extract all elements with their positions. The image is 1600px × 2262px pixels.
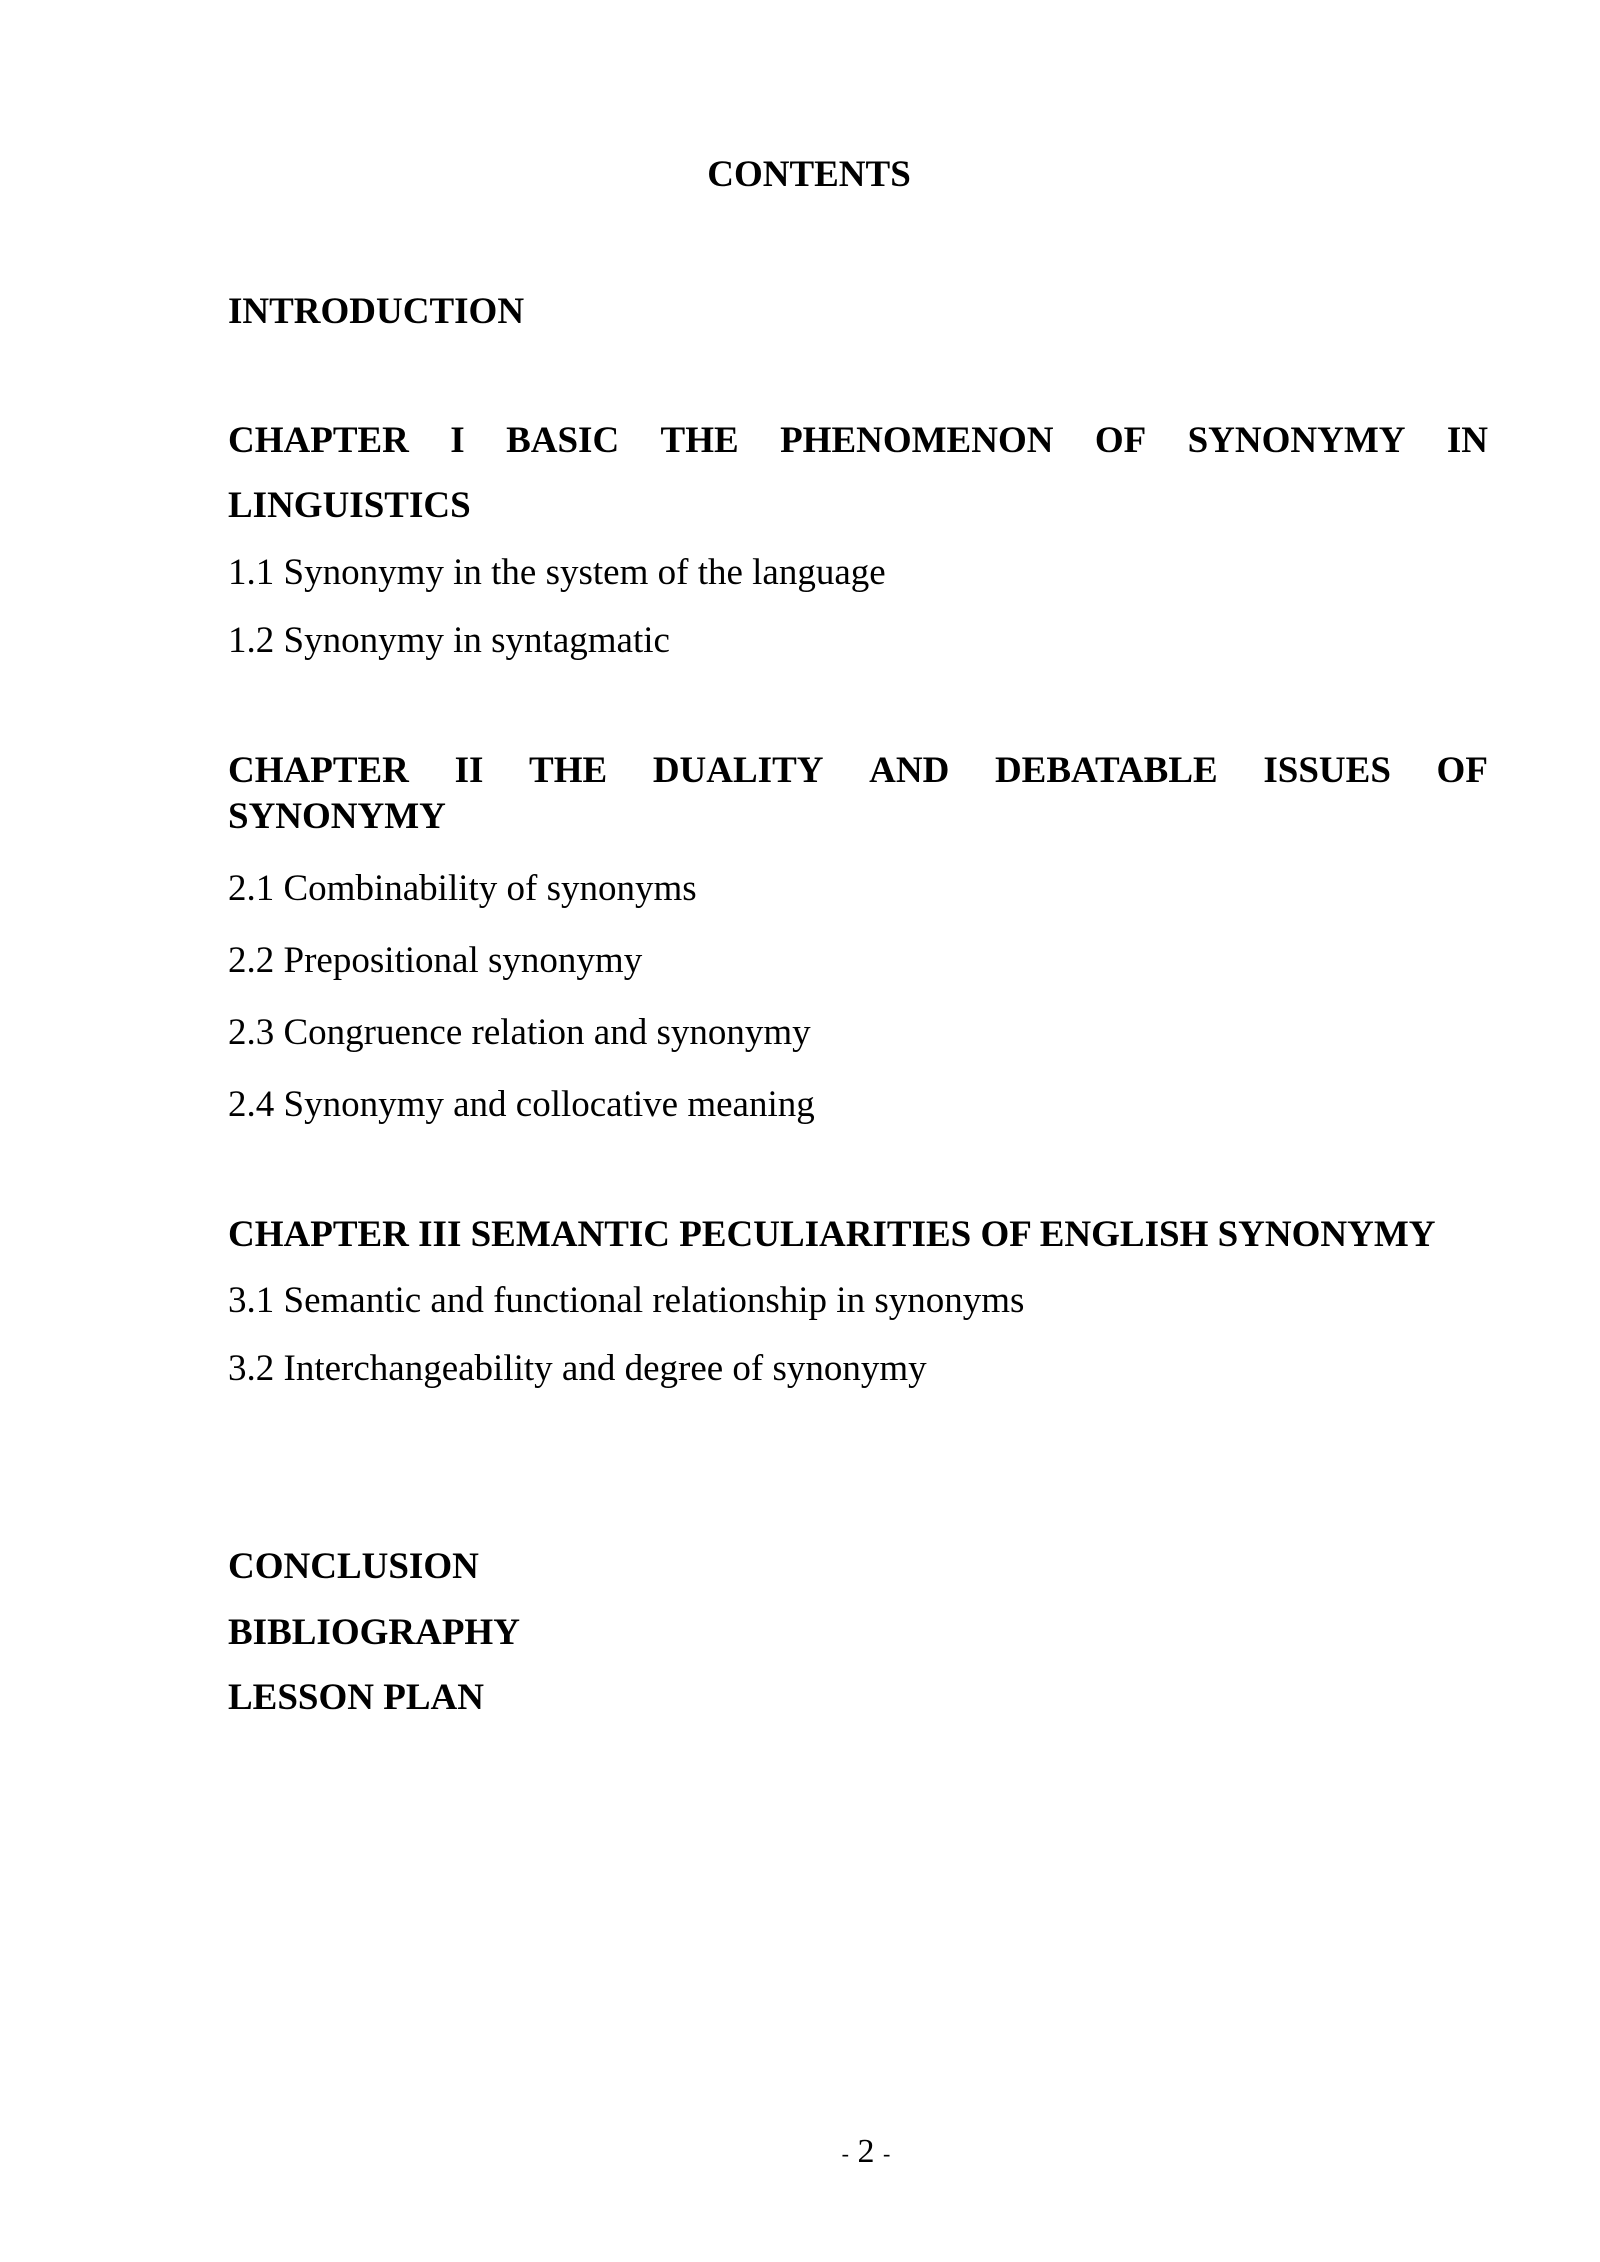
chapter-1-heading-tail: LINGUISTICS [228,485,471,526]
page-number [0,2130,1600,2176]
chapter-1-heading-word: CHAPTER [228,420,409,461]
toc-entry-conclusion: CONCLUSION [228,1546,479,1587]
toc-entry-2-3: 2.3 Congruence relation and synonymy [228,1012,811,1053]
chapter-2-heading-word: AND [869,750,950,791]
chapter-2-heading-word: ISSUES [1263,750,1391,791]
chapter-1-heading-word: THE [660,420,739,461]
toc-entry-1-2: 1.2 Synonymy in syntagmatic [228,620,670,661]
chapter-1-heading [228,418,1488,464]
toc-entry-1-1: 1.1 Synonymy in the system of the language [228,552,886,593]
chapter-3-heading: CHAPTER III SEMANTIC PECULIARITIES OF ENGLISH SYNONYMY [228,1214,1436,1255]
chapter-2-heading-word: DUALITY [652,750,824,791]
toc-entry-introduction: INTRODUCTION [228,291,525,332]
toc-entry-2-4: 2.4 Synonymy and collocative meaning [228,1084,815,1125]
page-number-dash-right: - [883,2141,891,2167]
toc-entry-3-1: 3.1 Semantic and functional relationship in synonyms [228,1280,1025,1321]
chapter-1-heading-word: OF [1094,420,1147,461]
chapter-1-heading-word: IN [1446,420,1488,461]
contents-title: CONTENTS [707,154,911,195]
chapter-2-heading-tail: SYNONYMY [228,796,446,837]
chapter-2-heading-word: II [454,750,484,791]
page-number-dash-left: - [841,2141,849,2167]
chapter-1-heading-word: I [450,420,465,461]
chapter-2-heading-word: DEBATABLE [994,750,1218,791]
chapter-2-heading [228,748,1488,794]
chapter-1-heading-word: PHENOMENON [780,420,1054,461]
toc-entry-3-2: 3.2 Interchangeability and degree of synonymy [228,1348,927,1389]
chapter-1-heading-word: BASIC [506,420,620,461]
page-number-value: 2 [857,2133,875,2170]
chapter-2-heading-word: OF [1436,750,1488,791]
toc-entry-2-2: 2.2 Prepositional synonymy [228,940,643,981]
toc-entry-bibliography: BIBLIOGRAPHY [228,1612,520,1653]
toc-entry-lesson-plan: LESSON PLAN [228,1677,484,1718]
chapter-1-heading-word: SYNONYMY [1187,420,1406,461]
chapter-2-heading-word: THE [529,750,608,791]
chapter-2-heading-word: CHAPTER [228,750,409,791]
toc-entry-2-1: 2.1 Combinability of synonyms [228,868,697,909]
